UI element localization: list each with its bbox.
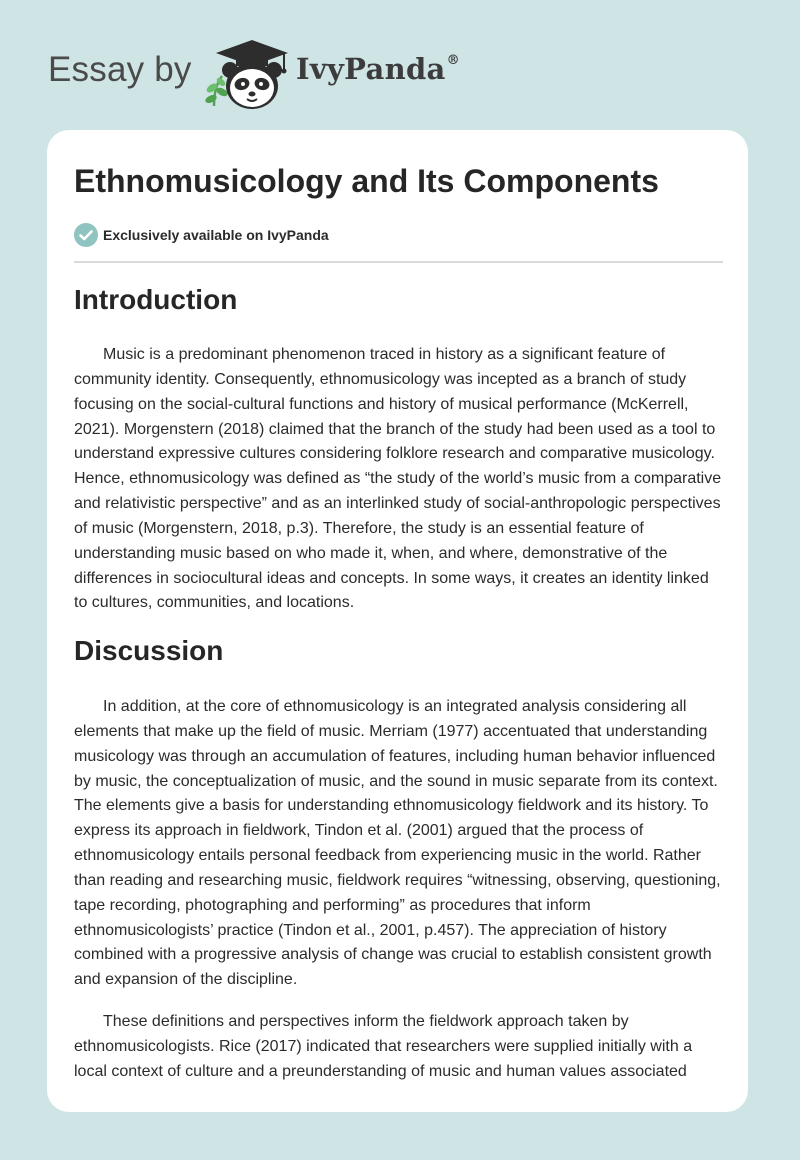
section-heading-discussion: Discussion xyxy=(74,635,224,666)
registered-mark: ® xyxy=(446,53,460,69)
paragraph: Music is a predominant phenomenon traced in history as a significant feature of community identity. Consequently, ethnomusicology was incepted as a branch of study focusing on the social-cultural functions and history of musical performance (McKerrell, 2021). Morgenstern (2018) claimed that the branch of the study had been used as a tool to understand expressive cultures considering folklore research and comparative musicology. Hence, ethnomusicology was defined as “the study of the world’s music from a comparative and relativistic perspective” and as an interlinked study of social-anthropologic perspectives of music (Morgenstern, 2018, p.3). Therefore, the study is an essential feature of understanding music based on who made it, when, and where, demonstrative of the differences in sociocultural ideas and concepts. In some ways, it creates an identity linked to cultures, communities, and locations. xyxy=(74,346,722,612)
article-card xyxy=(47,130,748,1112)
brand-name-text: IvyPanda xyxy=(296,52,446,86)
brand-prefix: Essay by xyxy=(48,50,192,89)
panda-logo-icon[interactable] xyxy=(200,36,296,112)
page-title: Ethnomusicology and Its Components xyxy=(74,163,659,199)
badge-text: Exclusively available on IvyPanda xyxy=(103,227,329,243)
divider xyxy=(74,261,723,263)
site-header xyxy=(0,0,800,130)
brand-name[interactable] xyxy=(296,52,459,86)
section-heading-introduction: Introduction xyxy=(74,284,238,315)
exclusive-badge xyxy=(74,223,329,247)
check-circle-icon xyxy=(74,223,98,247)
paragraph: These definitions and perspectives inform the fieldwork approach taken by ethnomusicologists. Rice (2017) indicated that researchers were supplied initially with a local context of culture and a preunderstanding of music and human values associated xyxy=(74,1013,693,1080)
paragraph: In addition, at the core of ethnomusicology is an integrated analysis considering all elements that make up the field of music. Merriam (1977) accentuated that understanding musicology was through an accumulation of features, including human behavior influenced by music, the conceptualization of music, and the sound in music separate from its context. The elements give a basis for understanding ethnomusicology fieldwork and its history. To express its approach in fieldwork, Tindon et al. (2001) argued that the process of ethnomusicology entails personal feedback from experiencing music in the world. Rather than reading and researching music, fieldwork requires “witnessing, observing, questioning, tape recording, photographing and performing” as procedures that inform ethnomusicologists’ practice (Tindon et al., 2001, p.457). The appreciation of history combined with a progressive analysis of change was crucial to establish consistent growth and expansion of the discipline. xyxy=(74,698,721,989)
